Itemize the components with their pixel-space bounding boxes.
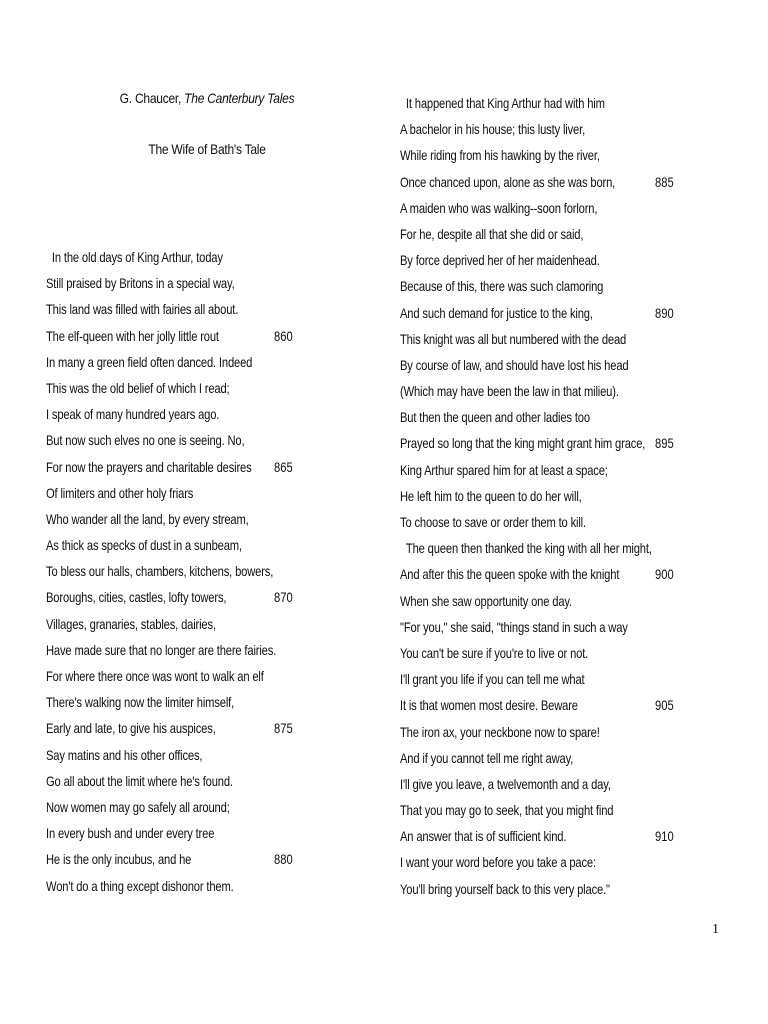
verse-line bbox=[46, 375, 334, 401]
right-verse-column bbox=[400, 90, 715, 902]
verse-text: You can't be sure if you're to live or not. bbox=[400, 644, 589, 661]
verse-text: To choose to save or order them to kill. bbox=[400, 514, 586, 530]
verse-line bbox=[46, 663, 334, 689]
verse-text: Say matins and his other offices, bbox=[46, 746, 203, 763]
page-number: 1 bbox=[712, 922, 719, 937]
left-verse-column bbox=[46, 244, 334, 899]
verse-line bbox=[46, 873, 334, 899]
verse-line bbox=[400, 352, 715, 378]
verse-text: Of limiters and other holy friars bbox=[46, 484, 194, 501]
verse-line bbox=[46, 768, 334, 794]
verse-line bbox=[400, 719, 715, 745]
verse-text: Won't do a thing except dishonor them. bbox=[46, 877, 234, 894]
verse-text: It is that women most desire. Beware bbox=[400, 697, 578, 714]
verse-text: The queen then thanked the king with all her might, bbox=[400, 540, 652, 557]
page-title bbox=[69, 90, 346, 106]
verse-line bbox=[46, 506, 334, 532]
verse-text: I want your word before you take a pace: bbox=[400, 854, 596, 871]
line-number: 885 bbox=[655, 173, 674, 190]
verse-text: And such demand for justice to the king, bbox=[400, 304, 593, 321]
verse-text: To bless our halls, chambers, kitchens, bowers, bbox=[46, 563, 274, 580]
verse-line bbox=[400, 509, 715, 535]
verse-line bbox=[46, 846, 334, 872]
verse-line bbox=[46, 558, 334, 584]
verse-line bbox=[400, 876, 715, 902]
verse-line bbox=[46, 715, 334, 741]
verse-text: He left him to the queen to do her will, bbox=[400, 487, 582, 504]
verse-line bbox=[46, 611, 334, 637]
verse-line bbox=[46, 794, 334, 820]
verse-line bbox=[400, 378, 715, 404]
verse-line bbox=[46, 323, 334, 349]
verse-text: (Which may have been the law in that milieu). bbox=[400, 383, 619, 400]
verse-text: There's walking now the limiter himself, bbox=[46, 694, 235, 711]
verse-line bbox=[400, 169, 715, 195]
verse-text: Prayed so long that the king might grant him grace, bbox=[400, 435, 646, 452]
verse-line bbox=[400, 300, 715, 326]
verse-line bbox=[46, 296, 334, 322]
verse-text: Because of this, there was such clamoring bbox=[400, 278, 604, 295]
verse-line bbox=[400, 745, 715, 771]
verse-text: I'll give you leave, a twelvemonth and a day, bbox=[400, 775, 611, 792]
verse-line bbox=[400, 797, 715, 823]
line-number: 860 bbox=[274, 327, 293, 344]
line-number: 865 bbox=[274, 458, 293, 475]
verse-text: For where there once was wont to walk an elf bbox=[46, 668, 264, 684]
verse-text: This knight was all but numbered with the dead bbox=[400, 330, 627, 347]
verse-line bbox=[400, 640, 715, 666]
verse-text: As thick as specks of dust in a sunbeam, bbox=[46, 537, 242, 554]
verse-line bbox=[46, 742, 334, 768]
line-number: 890 bbox=[655, 304, 674, 321]
verse-text: And after this the queen spoke with the knight bbox=[400, 566, 620, 583]
verse-line bbox=[46, 244, 334, 270]
verse-text: You'll bring yourself back to this very place." bbox=[400, 880, 610, 897]
verse-line bbox=[400, 483, 715, 509]
verse-line bbox=[400, 561, 715, 587]
verse-text: He is the only incubus, and he bbox=[46, 851, 192, 868]
verse-line bbox=[46, 820, 334, 846]
verse-text: By force deprived her of her maidenhead. bbox=[400, 252, 600, 269]
line-number: 880 bbox=[274, 851, 293, 868]
verse-text: Still praised by Britons in a special way, bbox=[46, 275, 235, 292]
verse-text: Go all about the limit where he's found. bbox=[46, 772, 233, 789]
verse-text: It happened that King Arthur had with him bbox=[400, 95, 605, 111]
verse-line bbox=[46, 480, 334, 506]
work-title: The Canterbury Tales bbox=[184, 90, 295, 106]
verse-line bbox=[46, 401, 334, 427]
verse-text: This land was filled with fairies all about. bbox=[46, 301, 239, 318]
verse-text: That you may go to seek, that you might find bbox=[400, 802, 614, 819]
line-number: 870 bbox=[274, 589, 293, 606]
verse-text: Villages, granaries, stables, dairies, bbox=[46, 615, 216, 632]
verse-line bbox=[400, 535, 715, 561]
verse-text: But then the queen and other ladies too bbox=[400, 409, 590, 426]
verse-text: Have made sure that no longer are there fairies. bbox=[46, 641, 277, 658]
verse-line bbox=[400, 326, 715, 352]
verse-line bbox=[400, 430, 715, 456]
verse-line bbox=[46, 689, 334, 715]
verse-text: An answer that is of sufficient kind. bbox=[400, 828, 567, 845]
line-number: 910 bbox=[655, 828, 674, 845]
verse-line bbox=[400, 195, 715, 221]
line-number: 900 bbox=[655, 566, 674, 583]
verse-line bbox=[46, 349, 334, 375]
verse-text: In many a green field often danced. Indeed bbox=[46, 353, 253, 370]
verse-line bbox=[46, 270, 334, 296]
verse-text: A bachelor in his house; this lusty liver, bbox=[400, 121, 586, 138]
verse-text: For now the prayers and charitable desires bbox=[46, 458, 252, 475]
verse-text: Boroughs, cities, castles, lofty towers, bbox=[46, 589, 227, 606]
verse-text: Who wander all the land, by every stream, bbox=[46, 510, 249, 527]
verse-text: In every bush and under every tree bbox=[46, 825, 215, 842]
verse-text: For he, despite all that she did or said, bbox=[400, 225, 584, 242]
verse-text: Early and late, to give his auspices, bbox=[46, 720, 216, 737]
verse-line bbox=[46, 532, 334, 558]
verse-text: Now women may go safely all around; bbox=[46, 798, 230, 815]
verse-line bbox=[400, 849, 715, 875]
verse-line bbox=[400, 588, 715, 614]
verse-text: This was the old belief of which I read; bbox=[46, 379, 230, 396]
verse-line bbox=[400, 771, 715, 797]
verse-line bbox=[46, 427, 334, 453]
verse-line bbox=[400, 823, 715, 849]
line-number: 895 bbox=[655, 435, 674, 452]
verse-line bbox=[400, 457, 715, 483]
verse-line bbox=[400, 116, 715, 142]
verse-text: When she saw opportunity one day. bbox=[400, 592, 572, 609]
author-name: G. Chaucer, bbox=[119, 90, 182, 106]
verse-line bbox=[400, 247, 715, 273]
line-number: 905 bbox=[655, 697, 674, 714]
verse-text: A maiden who was walking--soon forlorn, bbox=[400, 199, 598, 216]
verse-line bbox=[400, 273, 715, 299]
line-number: 875 bbox=[274, 720, 293, 737]
verse-text: By course of law, and should have lost his head bbox=[400, 356, 629, 373]
tale-title: The Wife of Bath's Tale bbox=[148, 141, 266, 157]
verse-text: And if you cannot tell me right away, bbox=[400, 749, 574, 766]
verse-line bbox=[400, 404, 715, 430]
verse-line bbox=[400, 221, 715, 247]
verse-line bbox=[46, 584, 334, 610]
verse-text: The iron ax, your neckbone now to spare! bbox=[400, 723, 600, 740]
verse-line bbox=[400, 614, 715, 640]
verse-text: I speak of many hundred years ago. bbox=[46, 406, 220, 423]
verse-line bbox=[400, 142, 715, 168]
verse-line bbox=[400, 90, 715, 116]
verse-line bbox=[46, 637, 334, 663]
verse-line bbox=[400, 692, 715, 718]
verse-text: In the old days of King Arthur, today bbox=[46, 249, 223, 265]
verse-text: The elf-queen with her jolly little rout bbox=[46, 327, 219, 344]
verse-line bbox=[400, 666, 715, 692]
verse-text: I'll grant you life if you can tell me what bbox=[400, 671, 585, 688]
verse-text: While riding from his hawking by the river, bbox=[400, 147, 600, 164]
verse-text: "For you," she said, "things stand in such a way bbox=[400, 618, 628, 635]
verse-text: King Arthur spared him for at least a space; bbox=[400, 461, 608, 478]
verse-text: But now such elves no one is seeing. No, bbox=[46, 432, 245, 449]
verse-text: Once chanced upon, alone as she was born, bbox=[400, 173, 616, 190]
verse-line bbox=[46, 454, 334, 480]
